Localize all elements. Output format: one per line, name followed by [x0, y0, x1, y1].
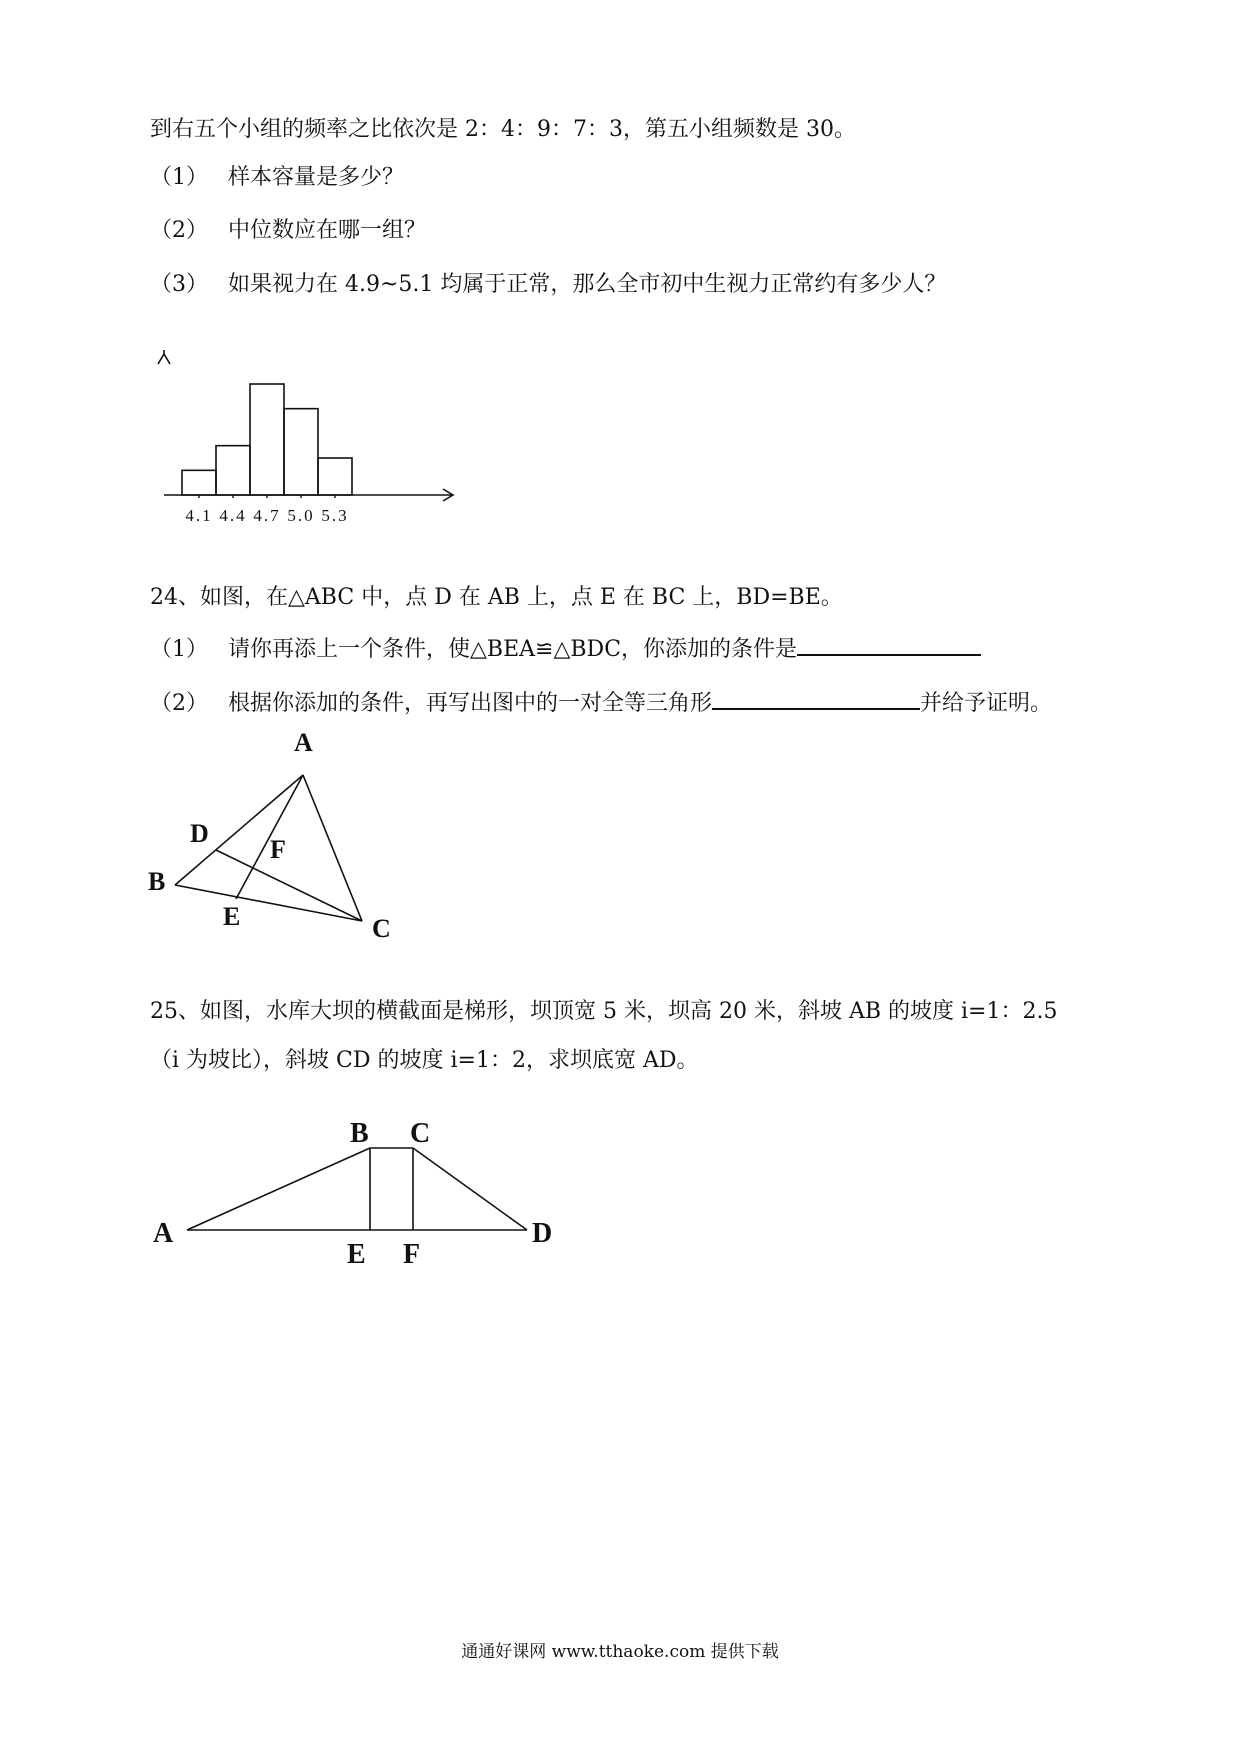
q23-sub1-text: 样本容量是多少？	[228, 165, 405, 190]
q24-answer-blank-1[interactable]	[797, 632, 981, 656]
q24-sub2-tail: 并给予证明。	[920, 691, 1053, 716]
label-d: D	[532, 1218, 553, 1249]
q25-line2: （i 为坡比），斜坡 CD 的坡度 i=1：2，求坝底宽 AD。	[150, 1048, 699, 1073]
q24-sub2-number: （2）	[150, 691, 208, 716]
q23-sub3-text: 如果视力在 4.9~5.1 均属于正常，那么全市初中生视力正常约有多少人？	[228, 272, 947, 297]
histogram-bar-4	[284, 409, 318, 495]
x-tick-label-3: 4.7	[253, 506, 281, 525]
q24-sub2	[150, 686, 1052, 719]
segment-cd	[413, 1148, 527, 1230]
triangle-abc-figure	[140, 725, 400, 955]
segment-ab	[187, 1148, 370, 1230]
histogram-bar-3	[250, 384, 284, 495]
q24-answer-blank-2[interactable]	[712, 686, 920, 710]
label-f: F	[403, 1239, 421, 1270]
q25-line1: 25、如图，水库大坝的横截面是梯形，坝顶宽 5 米，坝高 20 米，斜坡 AB 的坡度 i=1：2.5	[150, 999, 1058, 1024]
x-tick-label-4: 5.0	[287, 506, 315, 525]
label-e: E	[223, 902, 241, 931]
q23-sub2	[150, 216, 426, 246]
dam-trapezoid-figure	[145, 1105, 565, 1270]
q23-sub2-text: 中位数应在哪一组？	[228, 218, 427, 243]
q24-sub1-text: 请你再添上一个条件，使△BEA≌△BDC，你添加的条件是	[228, 637, 798, 662]
x-tick-label-1: 4.1	[185, 506, 213, 525]
q23-sub3	[150, 270, 946, 300]
label-b: B	[148, 867, 166, 896]
label-e: E	[347, 1239, 366, 1270]
q23-sub1	[150, 163, 404, 193]
segment-bc	[175, 885, 362, 921]
label-b: B	[350, 1118, 369, 1149]
histogram-bar-5	[318, 458, 352, 495]
label-f: F	[270, 835, 286, 864]
label-c: C	[372, 914, 391, 943]
page-footer: 通通好课网 www.tthaoke.com 提供下载	[461, 1642, 779, 1662]
histogram-bars	[182, 384, 352, 495]
q24-sub1	[150, 632, 981, 665]
q23-sub3-number: （3）	[150, 272, 208, 297]
histogram-bar-1	[182, 470, 216, 495]
q24-sub1-number: （1）	[150, 637, 208, 662]
label-d: D	[190, 819, 209, 848]
label-a: A	[153, 1218, 174, 1249]
x-tick-label-5: 5.3	[321, 506, 349, 525]
segment-ac	[303, 775, 362, 921]
q24-sub2-text: 根据你添加的条件，再写出图中的一对全等三角形	[228, 691, 713, 716]
q24-stem: 24、如图，在△ABC 中，点 D 在 AB 上，点 E 在 BC 上，BD=BE。	[150, 585, 843, 610]
y-axis-arrow-icon	[158, 354, 170, 364]
q23-sub2-number: （2）	[150, 218, 208, 243]
histogram-tick-labels	[185, 495, 348, 525]
q23-sub1-number: （1）	[150, 165, 208, 190]
q23-intro: 到右五个小组的频率之比依次是 2：4：9：7：3，第五小组频数是 30。	[150, 117, 856, 142]
label-c: C	[410, 1118, 431, 1149]
x-tick-label-2: 4.4	[219, 506, 247, 525]
vision-histogram	[150, 350, 470, 530]
histogram-bar-2	[216, 446, 250, 495]
label-a: A	[294, 728, 313, 757]
histogram-axes	[158, 350, 453, 501]
